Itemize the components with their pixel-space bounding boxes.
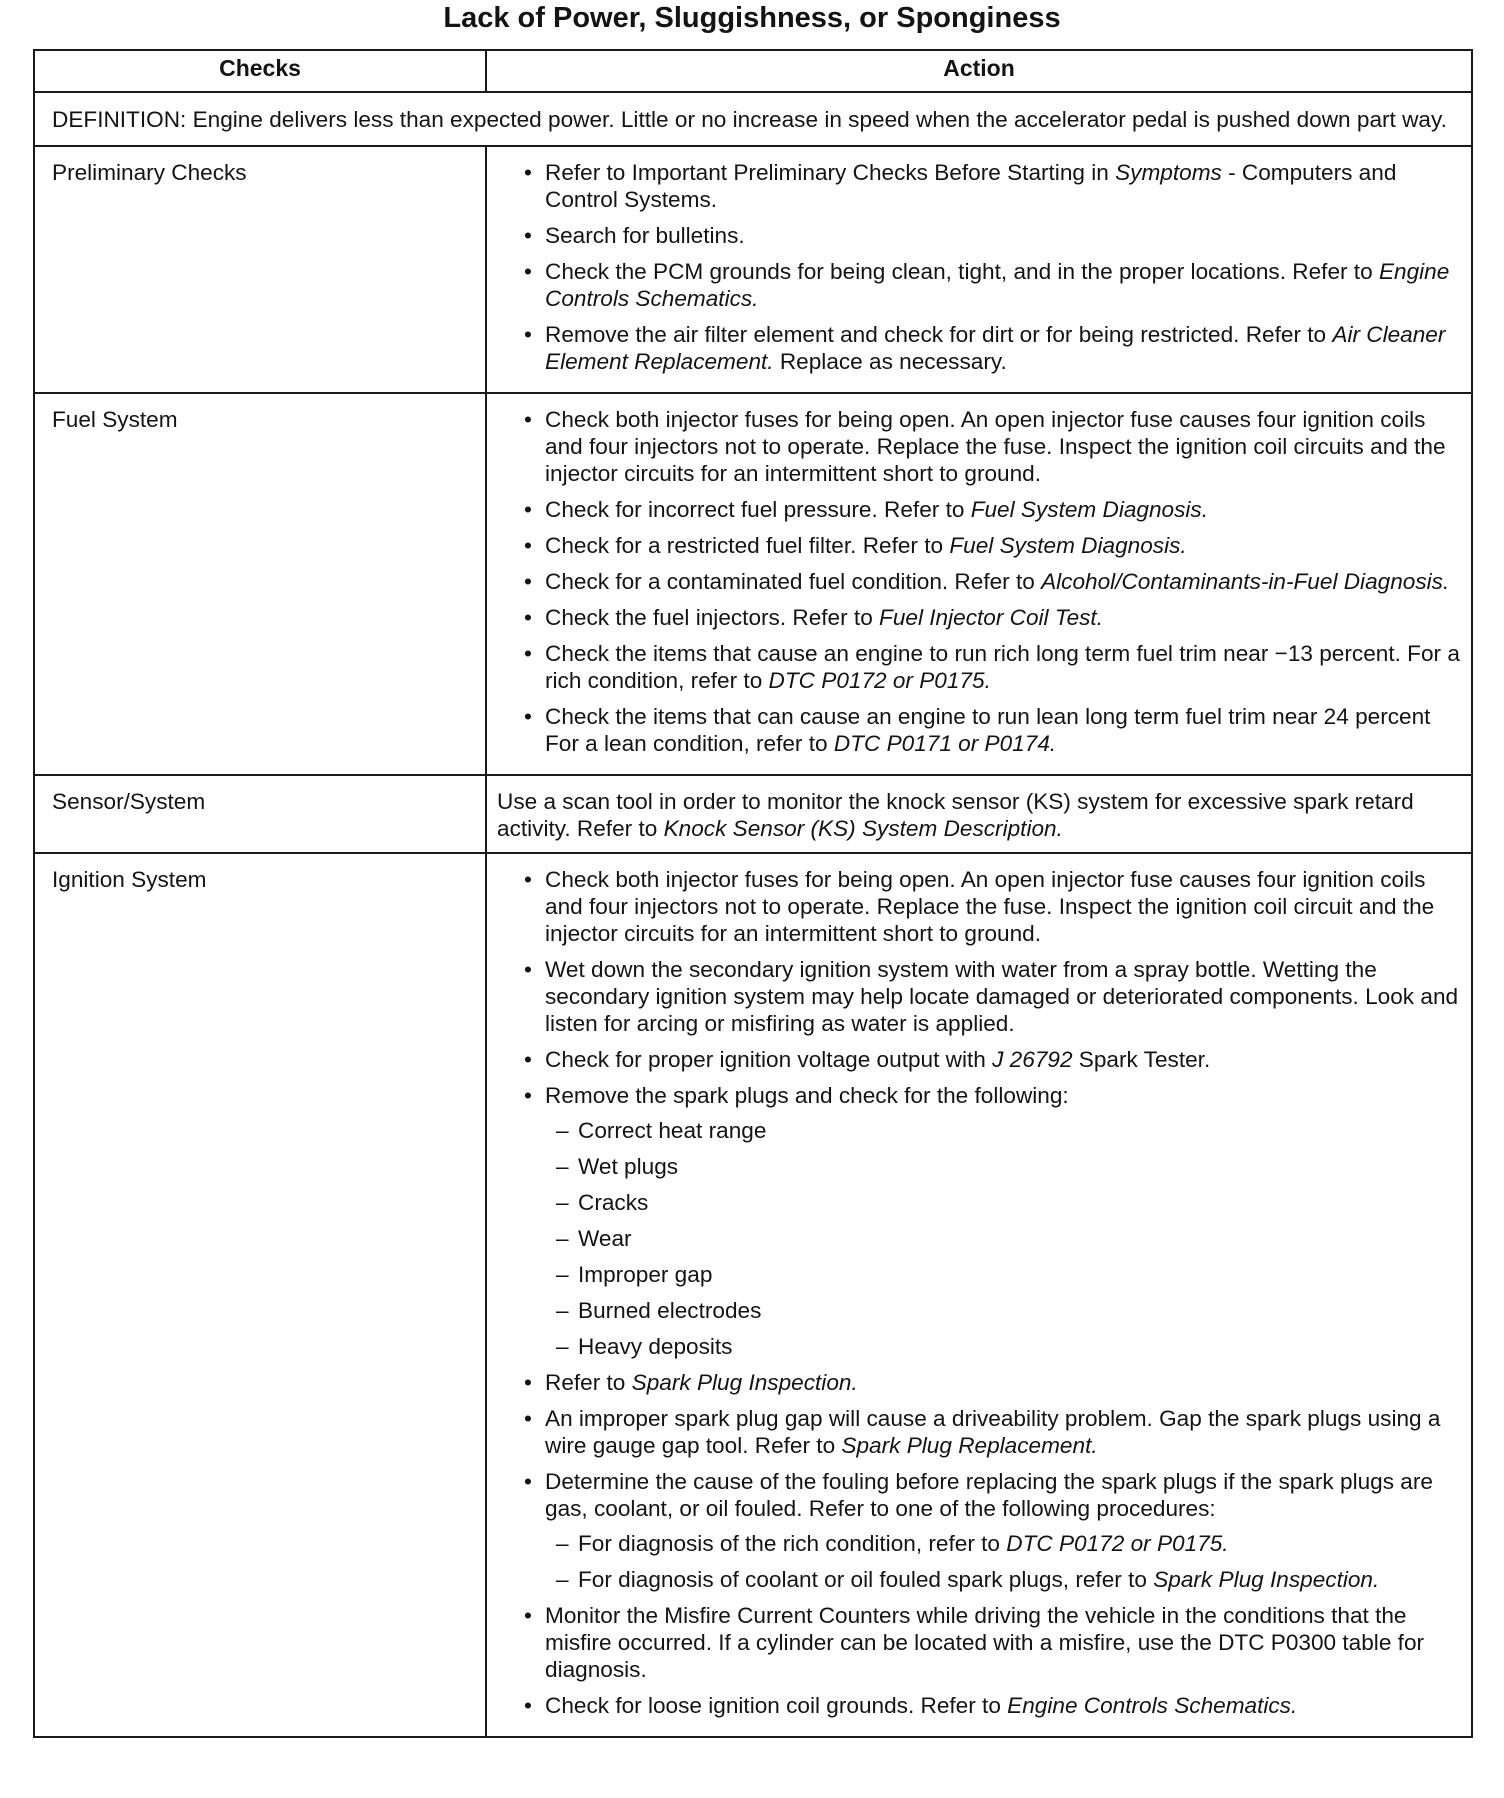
tool-reference: J 26792 [992, 1047, 1073, 1072]
page-title: Lack of Power, Sluggishness, or Sponginess [443, 2, 1061, 34]
action-cell: Use a scan tool in order to monitor the knock sensor (KS) system for excessive spark retard activity. Refer to Knock Sensor (KS) System Description. [486, 775, 1472, 853]
reference-link: Spark Plug Inspection. [1153, 1567, 1380, 1592]
reference-link: Engine Controls Schematics. [545, 259, 1450, 311]
action-item: • Determine the cause of the fouling before replacing the spark plugs if the spark plugs are gas, coolant, or oil fouled. Refer to one of the following procedures: – For diagnosis of the rich condition, refer to DTC P0172 or P0175. – For diagnosis of coolant or oil fouled spark plugs, refer to Spark Plug Inspection. [497, 1468, 1465, 1593]
action-item: • Check the items that cause an engine to run rich long term fuel trim near −13 percent. For a rich condition, refer to DTC P0172 or P0175. [497, 640, 1465, 694]
reference-link: DTC P0172 or P0175. [768, 668, 991, 693]
action-cell [486, 146, 1472, 393]
reference-link: Fuel System Diagnosis. [949, 533, 1187, 558]
diagnostic-table [33, 49, 1473, 1738]
action-item: • Remove the spark plugs and check for the following: – Correct heat range – Wet plugs – Cracks – Wear – Improper gap – Burned electrodes – Heavy deposits [497, 1082, 1465, 1360]
action-item: • Monitor the Misfire Current Counters while driving the vehicle in the conditions that the misfire occurred. If a cylinder can be located with a misfire, use the DTC P0300 table for diagnosis. [497, 1602, 1465, 1683]
action-cell [486, 393, 1472, 775]
action-item: • Check both injector fuses for being open. An open injector fuse causes four ignition coils and four injectors not to operate. Replace the fuse. Inspect the ignition coil circuit and the injector circuits for an intermittent short to ground. [497, 866, 1465, 947]
table-row [34, 146, 1472, 393]
reference-link: Engine Controls Schematics. [1007, 1693, 1298, 1718]
action-item: • Check for a contaminated fuel condition. Refer to Alcohol/Contaminants-in-Fuel Diagnosis. [497, 568, 1465, 595]
checks-header: Checks [34, 50, 486, 92]
reference-link: DTC P0172 or P0175. [1006, 1531, 1229, 1556]
table-row [34, 393, 1472, 775]
sub-item: – Heavy deposits [545, 1333, 1465, 1360]
reference-link: Fuel System Diagnosis. [970, 497, 1209, 522]
action-item: • Check the items that can cause an engine to run lean long term fuel trim near 24 percent For a lean condition, refer to DTC P0171 or P0174. [497, 703, 1465, 757]
action-header: Action [486, 50, 1472, 92]
definition-row [34, 92, 1472, 146]
reference-link: Symptoms [1115, 160, 1222, 185]
header-row [34, 50, 1472, 92]
table-row [34, 853, 1472, 1737]
sub-item: – Wet plugs [545, 1153, 1465, 1180]
action-cell [486, 853, 1472, 1737]
definition-text: DEFINITION: Engine delivers less than expected power. Little or no increase in speed when the accelerator pedal is pushed down part way. [34, 92, 1472, 146]
action-item: • Check for incorrect fuel pressure. Refer to Fuel System Diagnosis. [497, 496, 1465, 523]
reference-link: Spark Plug Replacement. [841, 1433, 1098, 1458]
sub-item: – Correct heat range [545, 1117, 1465, 1144]
spark-plug-check-list [545, 1117, 1465, 1360]
row-label-preliminary: Preliminary Checks [34, 146, 486, 393]
action-item: • Check the PCM grounds for being clean, tight, and in the proper locations. Refer to Engine Controls Schematics. [497, 258, 1465, 312]
reference-link: DTC P0171 or P0174. [833, 731, 1057, 756]
action-item: • Search for bulletins. [497, 222, 1465, 249]
table-row [34, 775, 1472, 853]
action-item: • Wet down the secondary ignition system with water from a spray bottle. Wetting the secondary ignition system may help locate damaged or deteriorated components. Look and listen for arcing or misfiring as water is applied. [497, 956, 1465, 1037]
action-item: • Refer to Spark Plug Inspection. [497, 1369, 1465, 1396]
sub-item: – For diagnosis of the rich condition, refer to DTC P0172 or P0175. [545, 1530, 1465, 1557]
action-item: • Check for a restricted fuel filter. Refer to Fuel System Diagnosis. [497, 532, 1465, 559]
action-item: • Check for loose ignition coil grounds. Refer to Engine Controls Schematics. [497, 1692, 1465, 1719]
sub-item: – Burned electrodes [545, 1297, 1465, 1324]
reference-link: Spark Plug Inspection. [631, 1370, 858, 1395]
fouling-procedure-list [545, 1530, 1465, 1593]
row-label-ignition-system: Ignition System [34, 853, 486, 1737]
sub-item: – Cracks [545, 1189, 1465, 1216]
sub-item: – Improper gap [545, 1261, 1465, 1288]
reference-link: Knock Sensor (KS) System Description. [663, 816, 1063, 841]
action-item: • Check both injector fuses for being open. An open injector fuse causes four ignition coils and four injectors not to operate. Replace the fuse. Inspect the ignition coil circuits and the injector circuits for an intermittent short to ground. [497, 406, 1465, 487]
action-item: • Remove the air filter element and check for dirt or for being restricted. Refer to Air Cleaner Element Replacement. Replace as necessary. [497, 321, 1465, 375]
action-item: • Check for proper ignition voltage output with J 26792 Spark Tester. [497, 1046, 1465, 1073]
action-item: • Refer to Important Preliminary Checks Before Starting in Symptoms - Computers and Control Systems. [497, 159, 1465, 213]
reference-link: Alcohol/Contaminants-in-Fuel Diagnosis. [1041, 569, 1450, 594]
action-item: • Check the fuel injectors. Refer to Fuel Injector Coil Test. [497, 604, 1465, 631]
sub-item: – For diagnosis of coolant or oil fouled spark plugs, refer to Spark Plug Inspection. [545, 1566, 1465, 1593]
reference-link: Fuel Injector Coil Test. [879, 605, 1103, 630]
sub-item: – Wear [545, 1225, 1465, 1252]
row-label-sensor-system: Sensor/System [34, 775, 486, 853]
reference-link: Air Cleaner Element Replacement. [545, 322, 1446, 374]
row-label-fuel-system: Fuel System [34, 393, 486, 775]
action-item: • An improper spark plug gap will cause a driveability problem. Gap the spark plugs using a wire gauge gap tool. Refer to Spark Plug Replacement. [497, 1405, 1465, 1459]
